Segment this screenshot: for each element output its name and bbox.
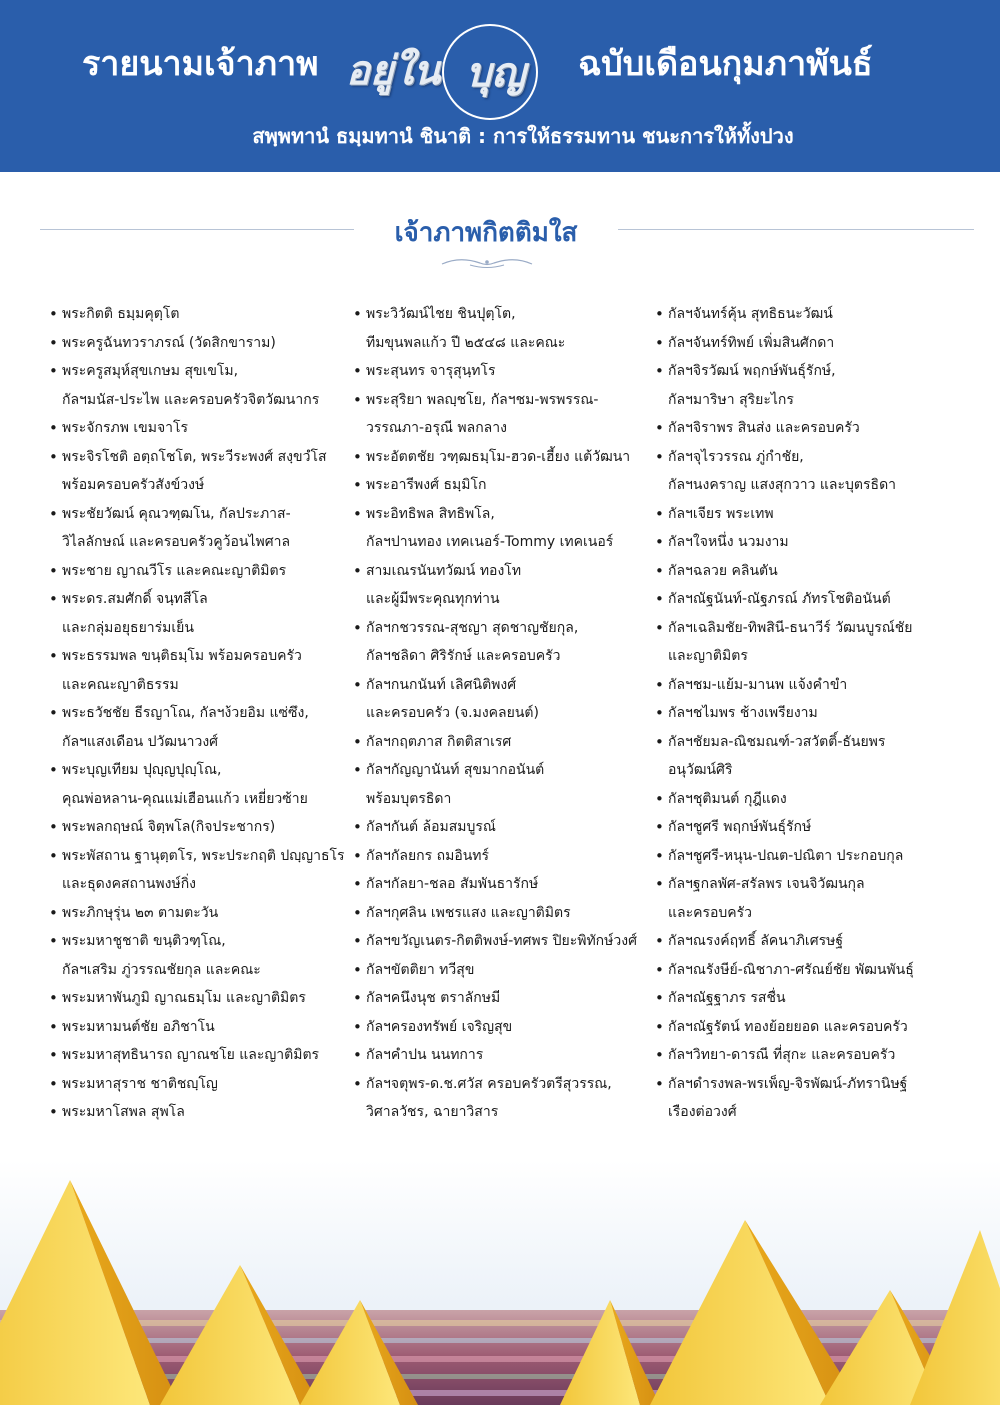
donor-name-continued: และญาติมิตร: [668, 648, 748, 664]
section-title: เจ้าภาพกิตติมใส: [394, 218, 578, 248]
donor-name: • พระชาย ญาณวีโร และคณะญาติมิตร: [48, 557, 354, 586]
donor-name: • พระจักรภพ เขมจาโร: [48, 414, 354, 443]
donor-entry: [48, 443, 354, 500]
donor-name: • กัลฯเฉลิมชัย-ทิพสินี-ธนาวีร์ วัฒนบูรณ์ชัย: [654, 614, 984, 643]
donor-entry: [654, 329, 984, 358]
donor-entry: [48, 557, 354, 586]
donor-name: • กัลฯขัตติยา ทวีสุข: [352, 956, 656, 985]
donor-entry: [352, 614, 656, 671]
donor-name-continued: และผู้มีพระคุณทุกท่าน: [366, 591, 500, 607]
donor-entry: [654, 870, 984, 927]
donor-entry: [352, 1041, 656, 1070]
donor-entry: [48, 329, 354, 358]
donor-entry: [654, 500, 984, 529]
donor-name: • กัลฯกนกนันท์ เลิศนิติพงศ์: [352, 671, 656, 700]
header-title-right: ฉบับเดือนกุมภาพันธ์: [578, 44, 873, 84]
donor-column-1: [48, 300, 354, 1127]
donor-name: • กัลฯจันทร์คุ้น สุทธิธนะวัฒน์: [654, 300, 984, 329]
donor-entry: [654, 1013, 984, 1042]
donor-entry: [352, 386, 656, 443]
donor-name-continued: กัลฯปานทอง เทคเนอร์-Tommy เทคเนอร์: [366, 534, 614, 550]
donor-name: • กัลฯกัลยกร ถมอินทร์: [352, 842, 656, 871]
donor-name: • พระวิวัฒน์ไชย ชินปุตฺโต,: [352, 300, 656, 329]
donor-entry: [352, 671, 656, 728]
donor-name: • กัลฯคนึงนุช ตราลักษมี: [352, 984, 656, 1013]
donor-name: • กัลฯณัฐรัตน์ ทองย้อยยอด และครอบครัว: [654, 1013, 984, 1042]
donor-entry: [654, 585, 984, 614]
donor-name-continued: กัลฯมนัส-ประไพ และครอบครัวจิตวัฒนากร: [62, 391, 320, 408]
donor-name: • กัลฯณัฐฐาภร รสชื่น: [654, 984, 984, 1013]
donor-entry: [352, 842, 656, 871]
donor-name: • กัลฯณัฐนันท์-ณัฐภรณ์ ภัทรโชติอนันต์: [654, 585, 984, 614]
donor-entry: [654, 1041, 984, 1070]
donor-entry: [48, 927, 354, 984]
donor-name-continued: ทีมขุนพลแก้ว ปี ๒๕๔๘ และคณะ: [366, 334, 566, 351]
donor-name: • พระดร.สมศักดิ์ จนฺทสีโล: [48, 585, 354, 614]
donor-entry: [654, 984, 984, 1013]
header-title-left: รายนามเจ้าภาพ: [82, 44, 319, 84]
donor-name: • กัลฯครองทรัพย์ เจริญสุข: [352, 1013, 656, 1042]
donor-entry: [352, 899, 656, 928]
donor-name-continued: คุณพ่อหลาน-คุณแม่เฮือนแก้ว เหยี่ยวซ้าย: [62, 790, 308, 807]
donor-column-2: [352, 300, 656, 1127]
donor-name-continued: และธุดงคสถานพงษ์กิ่ง: [62, 876, 197, 892]
donor-name: • พระมหาโสพล สุพโล: [48, 1098, 354, 1127]
flourish-ornament-icon: [440, 254, 534, 270]
donor-entry: [352, 443, 656, 472]
donor-entry: [352, 471, 656, 500]
donor-name-continued: กัลฯนงคราญ แสงสุกวาว และบุตรธิดา: [668, 477, 897, 493]
donor-name: • พระธรรมพล ขนฺติธมฺโม พร้อมครอบครัว: [48, 642, 354, 671]
donor-name: • กัลฯจิราพร สินส่ง และครอบครัว: [654, 414, 984, 443]
donor-entry: [654, 842, 984, 871]
donor-entry: [48, 585, 354, 642]
donor-name: • สามเณรนันทวัฒน์ ทองโท: [352, 557, 656, 586]
donor-name-continued: กัลฯมาริษา สุริยะไกร: [668, 391, 794, 408]
magazine-logo: [338, 18, 570, 118]
donor-name: • กัลฯขวัญเนตร-กิตติพงษ์-ทศพร ปิยะพิทักษ์วงศ์: [352, 927, 656, 956]
donor-entry: [352, 1070, 656, 1127]
donor-entry: [48, 1070, 354, 1099]
donor-entry: [352, 357, 656, 386]
donor-entry: [352, 500, 656, 557]
donor-entry: [48, 300, 354, 329]
donor-name: • กัลฯชม-แย้ม-มานพ แจ้งคำขำ: [654, 671, 984, 700]
donor-name-continued: กัลฯชลิดา ศิริรักษ์ และครอบครัว: [366, 648, 561, 664]
donor-entry: [48, 699, 354, 756]
donor-name: • กัลฯใจหนึ่ง นวมงาม: [654, 528, 984, 557]
donor-name-continued: วิศาลวัชร, ฉายาวิสาร: [366, 1104, 499, 1120]
header-subtitle: สพฺพทานํ ธมฺมทานํ ชินาติ : การให้ธรรมทาน ชนะการให้ทั้งปวง: [252, 124, 794, 148]
donor-name: • พระอารีพงศ์ ธมฺมิโก: [352, 471, 656, 500]
donor-entry: [654, 813, 984, 842]
donor-entry: [48, 756, 354, 813]
donor-entry: [654, 1070, 984, 1127]
donor-entry: [654, 927, 984, 956]
donor-entry: [654, 357, 984, 414]
donor-entry: [654, 614, 984, 671]
donor-name: • กัลฯจุไรวรรณ ภู่กำชัย,: [654, 443, 984, 472]
donor-entry: [48, 414, 354, 443]
donor-name: • กัลฯชุติมนต์ กุฎีแดง: [654, 785, 984, 814]
donor-name: • พระอัตตชัย วฑฺฒธมฺโม-ฮวด-เฮี้ยง แต้วัฒนา: [352, 443, 656, 472]
donor-name: • กัลฯชูศรี พฤกษ์พันธุ์รักษ์: [654, 813, 984, 842]
donor-entry: [654, 300, 984, 329]
donor-name: • พระชัยวัฒน์ คุณวฑฺฒโน, กัลประภาส-: [48, 500, 354, 529]
donor-name: • พระธวัชชัย ธีรญาโณ, กัลฯง้วยอิม แซ่ซึง,: [48, 699, 354, 728]
golden-pagodas-image: [0, 1160, 1000, 1405]
donor-entry: [48, 1041, 354, 1070]
donor-entry: [48, 1098, 354, 1127]
logo-word-1: อยู่ใน: [346, 47, 441, 94]
donor-name: • กัลฯกัญญานันท์ สุขมากอนันต์: [352, 756, 656, 785]
donor-name: • กัลฯณรงค์ฤทธิ์ ลัคนาภิเศรษฐ์: [654, 927, 984, 956]
donor-entry: [654, 671, 984, 700]
donor-entry: [352, 1013, 656, 1042]
section-divider-left: [40, 229, 354, 230]
donor-entry: [48, 642, 354, 699]
donor-name: • พระจิรโชติ อตฺถโชโต, พระวีระพงศ์ สงฺขวํโส: [48, 443, 354, 472]
donor-entry: [654, 699, 984, 728]
donor-name: • กัลฯกฤตภาส กิตติสาเรศ: [352, 728, 656, 757]
donor-entry: [352, 557, 656, 614]
donor-entry: [48, 1013, 354, 1042]
donor-name: • กัลฯกุศลิน เพชรแสง และญาติมิตร: [352, 899, 656, 928]
donor-name: • พระภิกษุรุ่น ๒๓ ตามตะวัน: [48, 899, 354, 928]
donor-entry: [48, 899, 354, 928]
donor-name: • พระสุริยา พลญฺชโย, กัลฯชม-พรพรรณ-: [352, 386, 656, 415]
donor-entry: [654, 785, 984, 814]
donor-name-continued: เรืองต่อวงศ์: [668, 1104, 737, 1120]
donor-name-continued: พร้อมครอบครัวสังข์วงษ์: [62, 477, 205, 493]
donor-name-continued: และคณะญาติธรรม: [62, 676, 179, 693]
donor-name-continued: และครอบครัว (จ.มงคลยนต์): [366, 705, 539, 721]
donor-name: • พระกิตติ ธมฺมคุตฺโต: [48, 300, 354, 329]
donor-name: • กัลฯจันทร์ทิพย์ เพิ่มสินศักดา: [654, 329, 984, 358]
donor-name: • กัลฯกัลยา-ชลอ สัมพันธารักษ์: [352, 870, 656, 899]
donor-entry: [352, 956, 656, 985]
donor-name: • กัลฯฐกลพัศ-สรัลพร เจนจิวัฒนกุล: [654, 870, 984, 899]
donor-entry: [352, 870, 656, 899]
donor-name: • กัลฯจตุพร-ด.ช.ศวัส ครอบครัวตรีสุวรรณ,: [352, 1070, 656, 1099]
donor-entry: [48, 984, 354, 1013]
donor-name: • พระสุนทร จารุสุนฺทโร: [352, 357, 656, 386]
donor-name: • กัลฯคำปน นนทการ: [352, 1041, 656, 1070]
header-banner: [0, 0, 1000, 172]
donor-name: • กัลฯชไมพร ช้างเพรียงาม: [654, 699, 984, 728]
donor-name: • กัลฯฉลวย คลินตัน: [654, 557, 984, 586]
donor-name-continued: วรรณภา-อรุณี พลกลาง: [366, 420, 507, 436]
donor-name: • กัลฯณรังษีย์-ณิชาภา-ศรัณย์ชัย พัฒนพันธุ์: [654, 956, 984, 985]
donor-name: • พระครูฉันทวราภรณ์ (วัดสิกขาราม): [48, 329, 354, 358]
donor-name: • กัลฯกันต์ ล้อมสมบูรณ์: [352, 813, 656, 842]
donor-name: • พระมหาสุทธินารถ ญาณชโย และญาติมิตร: [48, 1041, 354, 1070]
donor-name-continued: พร้อมบุตรธิดา: [366, 790, 452, 807]
donor-name: • พระบุญเทียม ปุญฺญปุญฺโณ,: [48, 756, 354, 785]
donor-name: • กัลฯเจียร พระเทพ: [654, 500, 984, 529]
donor-name-continued: วิไลลักษณ์ และครอบครัวคูว้อนไพศาล: [62, 534, 291, 550]
donor-name-continued: กัลฯแสงเดือน ปวัฒนาวงศ์: [62, 733, 219, 750]
donor-entry: [352, 927, 656, 956]
donor-name: • พระมหามนต์ชัย อภิชาโน: [48, 1013, 354, 1042]
donor-entry: [48, 357, 354, 414]
donor-entry: [654, 728, 984, 785]
logo-word-2: บุญ: [466, 49, 526, 96]
donor-entry: [352, 984, 656, 1013]
donor-entry: [48, 500, 354, 557]
donor-name-continued: และครอบครัว: [668, 904, 753, 921]
donor-name: • กัลฯชัยมล-ณิชมณฑ์-วสวัตติ์-ธันยพร: [654, 728, 984, 757]
donor-name: • พระครูสมุห์สุขเกษม สุขเขโม,: [48, 357, 354, 386]
donor-entry: [352, 300, 656, 357]
donor-name: • พระพลกฤษณ์ จิตฺพโล(กิจประชากร): [48, 813, 354, 842]
donor-entry: [352, 728, 656, 757]
donor-entry: [654, 443, 984, 500]
donor-column-3: [654, 300, 984, 1127]
donor-entry: [654, 557, 984, 586]
donor-name: • กัลฯดำรงพล-พรเพ็ญ-จิรพัฒน์-ภัทรานิษฐ์: [654, 1070, 984, 1099]
donor-name: • พระมหาพันภูมิ ญาณธมฺโม และญาติมิตร: [48, 984, 354, 1013]
donor-name: • พระมหาชูชาติ ขนฺติวฑฺโณ,: [48, 927, 354, 956]
donor-name: • พระมหาสุราช ชาติชญฺโญ: [48, 1070, 354, 1099]
donor-name-continued: อนุวัฒน์ศิริ: [668, 762, 733, 778]
donor-entry: [352, 756, 656, 813]
donor-entry: [352, 813, 656, 842]
donor-entry: [48, 842, 354, 899]
donor-entry: [48, 813, 354, 842]
donor-name: • กัลฯกชวรรณ-สุชญา สุดชาญชัยกุล,: [352, 614, 656, 643]
donor-entry: [654, 956, 984, 985]
donor-name: • พระพัสถาน ฐานุตฺตโร, พระประกฤติ ปญฺญาธโร: [48, 842, 354, 871]
donor-entry: [654, 528, 984, 557]
section-divider-right: [618, 229, 974, 230]
donor-entry: [654, 414, 984, 443]
donor-name-continued: และกลุ่มอยุธยาร่มเย็น: [62, 619, 194, 636]
donor-name-continued: กัลฯเสริม ภู่วรรณชัยกุล และคณะ: [62, 961, 261, 978]
donor-name: • กัลฯชูศรี-หนุน-ปณต-ปณิตา ประกอบกุล: [654, 842, 984, 871]
donor-name: • กัลฯวิทยา-ดารณี ที่สุกะ และครอบครัว: [654, 1041, 984, 1070]
donor-name: • พระอิทธิพล สิทธิพโล,: [352, 500, 656, 529]
donor-name: • กัลฯจิรวัฒน์ พฤกษ์พันธุ์รักษ์,: [654, 357, 984, 386]
